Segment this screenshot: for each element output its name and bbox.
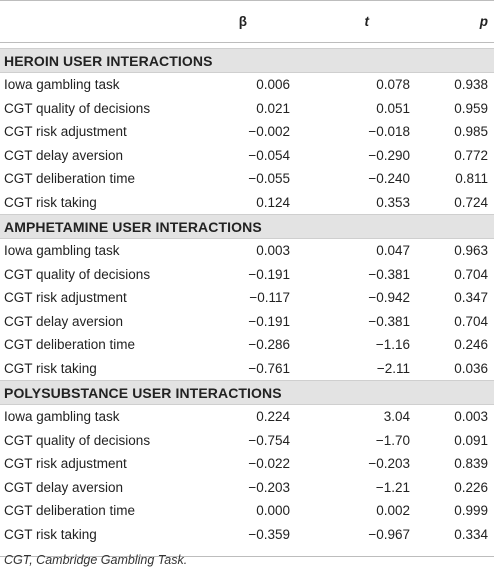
beta-value: −0.286 bbox=[248, 337, 290, 353]
p-value: 0.246 bbox=[454, 337, 488, 353]
p-value: 0.091 bbox=[454, 432, 488, 448]
table-body bbox=[0, 49, 494, 547]
header-t: t bbox=[295, 1, 416, 43]
table-footnote: CGT, Cambridge Gambling Task. bbox=[4, 553, 188, 567]
header-beta: β bbox=[200, 1, 295, 43]
t-value: −1.16 bbox=[375, 337, 410, 353]
table-row bbox=[0, 476, 494, 500]
table-row bbox=[0, 97, 494, 121]
header-row bbox=[0, 1, 494, 43]
beta-value: 0.124 bbox=[256, 194, 290, 210]
p-value: 0.704 bbox=[454, 313, 488, 329]
row-label: CGT deliberation time bbox=[4, 171, 136, 187]
table-header bbox=[0, 1, 494, 49]
table-row bbox=[0, 452, 494, 476]
row-label: CGT quality of decisions bbox=[4, 432, 151, 448]
p-value: 0.704 bbox=[454, 266, 488, 282]
beta-value: −0.002 bbox=[248, 124, 290, 140]
t-value: 0.051 bbox=[376, 100, 410, 116]
table-row bbox=[0, 263, 494, 287]
beta-value: −0.761 bbox=[248, 360, 290, 376]
row-label: CGT delay aversion bbox=[4, 313, 124, 329]
p-value: 0.999 bbox=[454, 503, 488, 519]
row-label: CGT risk adjustment bbox=[4, 290, 127, 306]
header-p: p bbox=[416, 1, 494, 43]
beta-value: −0.359 bbox=[248, 526, 290, 542]
table-row bbox=[0, 286, 494, 310]
t-value: −0.018 bbox=[368, 124, 410, 140]
section-title: AMPHETAMINE USER INTERACTIONS bbox=[0, 215, 494, 239]
p-value: 0.724 bbox=[454, 194, 488, 210]
t-value: 0.353 bbox=[376, 194, 410, 210]
p-value: 0.959 bbox=[454, 100, 488, 116]
beta-value: −0.754 bbox=[248, 432, 290, 448]
table-row bbox=[0, 239, 494, 263]
table-row bbox=[0, 120, 494, 144]
table-row bbox=[0, 167, 494, 191]
section-header-row bbox=[0, 215, 494, 239]
p-value: 0.839 bbox=[454, 456, 488, 472]
row-label: Iowa gambling task bbox=[4, 409, 120, 425]
p-value: 0.985 bbox=[454, 124, 488, 140]
row-label: CGT quality of decisions bbox=[4, 100, 151, 116]
p-value: 0.772 bbox=[454, 147, 488, 163]
row-label: CGT quality of decisions bbox=[4, 266, 151, 282]
t-value: −1.21 bbox=[375, 479, 410, 495]
t-value: −2.11 bbox=[376, 360, 410, 376]
row-label: Iowa gambling task bbox=[4, 243, 120, 259]
row-label: CGT risk taking bbox=[4, 526, 97, 542]
row-label: CGT delay aversion bbox=[4, 479, 124, 495]
p-value: 0.347 bbox=[454, 290, 488, 306]
t-value: −0.381 bbox=[368, 313, 410, 329]
p-value: 0.334 bbox=[454, 526, 488, 542]
beta-value: 0.224 bbox=[256, 409, 290, 425]
t-value: −0.290 bbox=[368, 147, 410, 163]
table-row bbox=[0, 429, 494, 453]
table-row bbox=[0, 499, 494, 523]
t-value: 0.047 bbox=[376, 243, 410, 259]
table-row bbox=[0, 191, 494, 215]
row-label: CGT risk taking bbox=[4, 194, 97, 210]
section-header-row bbox=[0, 49, 494, 73]
header-blank bbox=[0, 1, 200, 43]
t-value: −0.240 bbox=[368, 171, 410, 187]
row-label: Iowa gambling task bbox=[4, 77, 120, 93]
table-row bbox=[0, 73, 494, 97]
table-row bbox=[0, 357, 494, 381]
table-row bbox=[0, 333, 494, 357]
row-label: CGT deliberation time bbox=[4, 503, 136, 519]
p-value: 0.811 bbox=[455, 171, 488, 187]
beta-value: −0.054 bbox=[248, 147, 290, 163]
p-value: 0.036 bbox=[454, 360, 488, 376]
t-value: −0.203 bbox=[368, 456, 410, 472]
beta-value: 0.003 bbox=[256, 243, 290, 259]
table-row bbox=[0, 523, 494, 547]
beta-value: −0.191 bbox=[248, 313, 290, 329]
row-label: CGT delay aversion bbox=[4, 147, 124, 163]
p-value: 0.938 bbox=[454, 77, 488, 93]
t-value: 0.078 bbox=[376, 77, 410, 93]
beta-value: 0.006 bbox=[256, 77, 290, 93]
beta-value: −0.055 bbox=[248, 171, 290, 187]
p-value: 0.963 bbox=[454, 243, 488, 259]
t-value: −0.381 bbox=[368, 266, 410, 282]
p-value: 0.226 bbox=[454, 479, 488, 495]
beta-value: −0.191 bbox=[248, 266, 290, 282]
row-label: CGT risk taking bbox=[4, 360, 97, 376]
t-value: 3.04 bbox=[383, 409, 410, 425]
beta-value: −0.203 bbox=[248, 479, 290, 495]
section-title: HEROIN USER INTERACTIONS bbox=[0, 49, 494, 73]
t-value: −0.967 bbox=[368, 526, 410, 542]
beta-value: 0.000 bbox=[256, 503, 290, 519]
t-value: 0.002 bbox=[376, 503, 410, 519]
t-value: −0.942 bbox=[368, 290, 410, 306]
table-row bbox=[0, 405, 494, 429]
beta-value: −0.117 bbox=[249, 290, 290, 306]
t-value: −1.70 bbox=[375, 432, 410, 448]
row-label: CGT risk adjustment bbox=[4, 456, 127, 472]
row-label: CGT deliberation time bbox=[4, 337, 136, 353]
table-row bbox=[0, 144, 494, 168]
table-row bbox=[0, 310, 494, 334]
row-label: CGT risk adjustment bbox=[4, 124, 127, 140]
section-title: POLYSUBSTANCE USER INTERACTIONS bbox=[0, 381, 494, 405]
beta-value: −0.022 bbox=[248, 456, 290, 472]
section-header-row bbox=[0, 381, 494, 405]
p-value: 0.003 bbox=[454, 409, 488, 425]
beta-value: 0.021 bbox=[256, 100, 290, 116]
